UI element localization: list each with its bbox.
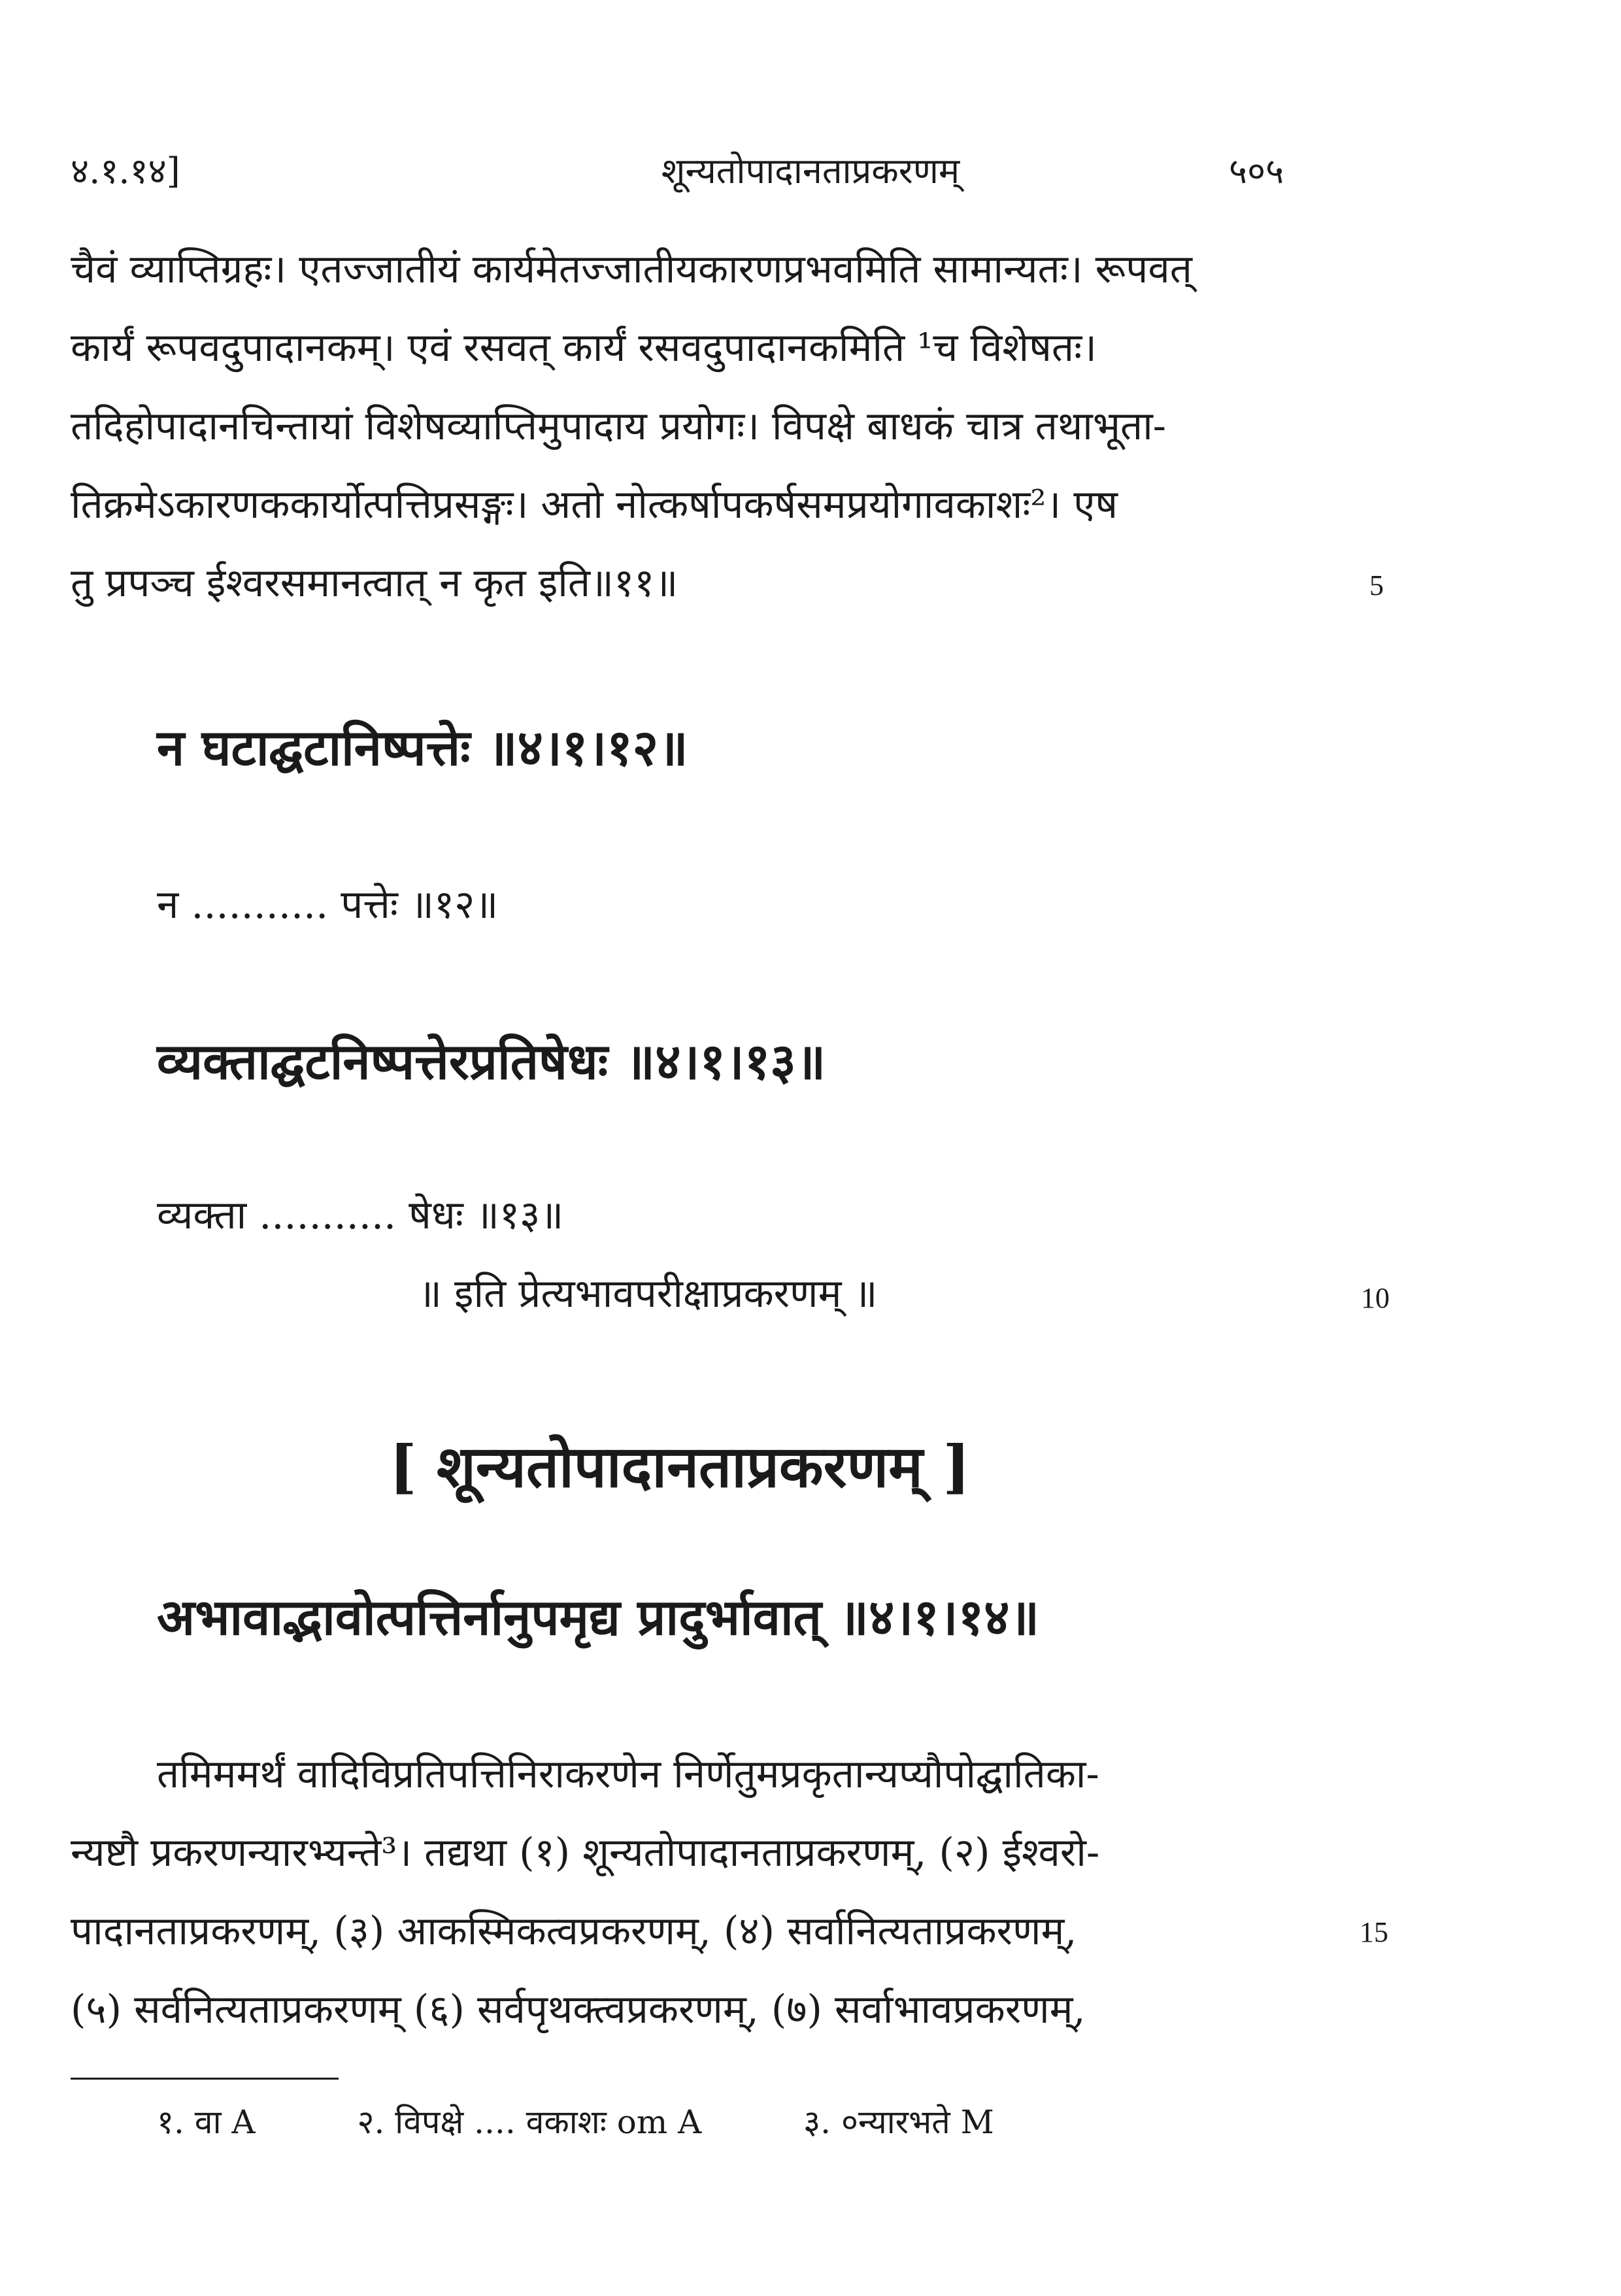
header-page-number: ५०५ <box>1229 150 1284 192</box>
header-title: शून्यतोपादानताप्रकरणम् <box>661 150 960 192</box>
footnote-3: ३. ०न्यारभते M <box>803 2103 994 2141</box>
commentary-line: न्यष्टौ प्रकरणन्यारभ्यन्ते³। तद्यथा (१) शून्यतोपादानताप्रकरणम्, (२) ईश्वरो- <box>71 1830 1100 1876</box>
sutra-13-abbrev: व्यक्ता ........... षेधः ॥१३॥ <box>157 1192 564 1238</box>
sutra-14: अभावाद्भावोत्पत्तिर्नानुपमृद्य प्रादुर्भावात् ॥४।१।१४॥ <box>157 1588 1040 1646</box>
footnote-2: २. विपक्षे .... वकाशः om A <box>357 2103 702 2141</box>
sutra-12-abbrev: न ........... पत्तेः ॥१२॥ <box>157 882 499 928</box>
footnotes <box>157 2099 1086 2143</box>
section-end-colophon: ॥ इति प्रेत्यभावपरीक्षाप्रकरणम् ॥ <box>418 1271 878 1317</box>
header-section-ref: ४.१.१४] <box>71 150 180 192</box>
commentary-line: कार्यं रूपवदुपादानकम्। एवं रसवत् कार्यं रसवदुपादानकमिति ¹च विशेषतः। <box>71 325 1097 371</box>
commentary-line: तु प्रपञ्च ईश्वरसमानत्वात् न कृत इति॥११॥ <box>71 560 678 606</box>
line-number-5: 5 <box>1369 569 1384 601</box>
commentary-line: पादानताप्रकरणम्, (३) आकस्मिकत्वप्रकरणम्, (४) सर्वानित्यताप्रकरणम्, <box>71 1908 1077 1954</box>
commentary-line: तमिममर्थं वादिविप्रतिपत्तिनिराकरणेन निर्णेतुमप्रकृतान्यप्यौपोद्घातिका- <box>157 1751 1099 1797</box>
commentary-line: (५) सर्वनित्यताप्रकरणम् (६) सर्वपृथक्त्वप्रकरणम्, (७) सर्वाभावप्रकरणम्, <box>71 1987 1086 2033</box>
footnote-rule <box>71 2078 339 2080</box>
sutra-13: व्यक्ताद्घटनिष्पत्तेरप्रतिषेधः ॥४।१।१३॥ <box>157 1032 826 1090</box>
commentary-line: तदिहोपादानचिन्तायां विशेषव्याप्तिमुपादाय प्रयोगः। विपक्षे बाधकं चात्र तथाभूता- <box>71 403 1167 449</box>
commentary-line: तिक्रमेऽकारणककार्योत्पत्तिप्रसङ्गः। अतो नोत्कर्षापकर्षसमप्रयोगावकाशः²। एष <box>71 482 1118 528</box>
commentary-line: चैवं व्याप्तिग्रहः। एतज्जातीयं कार्यमेतज्जातीयकारणप्रभवमिति सामान्यतः। रूपवत् <box>71 246 1192 292</box>
sutra-12: न घटाद्घटानिष्पत्तेः ॥४।१।१२॥ <box>157 718 688 777</box>
footnote-1: १. वा A <box>157 2103 256 2141</box>
line-number-15: 15 <box>1360 1916 1388 1948</box>
chapter-heading: [ शून्यतोपादानताप्रकरणम् ] <box>389 1432 971 1500</box>
line-number-10: 10 <box>1361 1282 1390 1314</box>
